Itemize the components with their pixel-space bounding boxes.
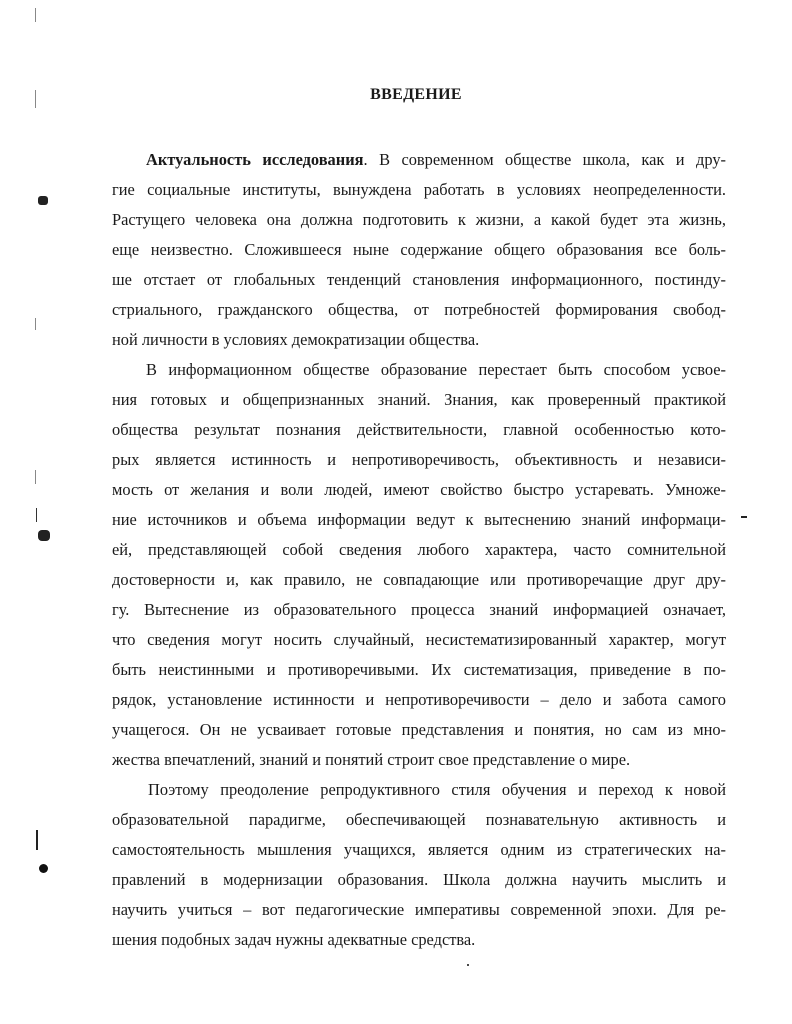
margin-tick [36,508,37,522]
text-line: рядок, установление истинности и непротиворечивости – дело и забота самого [112,690,726,709]
margin-tick [35,8,36,22]
text-line: жества впечатлений, знаний и понятий строит свое представление о мире. [112,750,631,769]
page-title: ВВЕДЕНИЕ [370,86,462,103]
text-line: Актуальность исследования. В современном обществе школа, как и дру- [146,150,726,169]
text-line: ния готовых и общепризнанных знаний. Знания, как проверенный практикой [112,390,726,409]
text-line: гие социальные институты, вынуждена работать в условиях неопределенности. [112,180,726,199]
margin-tick [36,830,38,850]
text-line: В информационном обществе образование перестает быть способом усвое- [146,360,726,379]
text-line: ной личности в условиях демократизации общества. [112,330,480,349]
text-line: что сведения могут носить случайный, несистематизированный характер, могут [112,630,726,649]
text-line: Поэтому преодоление репродуктивного стиля обучения и переход к новой [148,780,726,799]
text-line: достоверности и, как правило, не совпадающие или противоречащие друг дру- [112,570,726,589]
text-line: научить учиться – вот педагогические императивы современной эпохи. Для ре- [112,900,726,919]
text-line: ше отстает от глобальных тенденций становления информационного, постинду- [112,270,726,289]
body-text [112,145,726,955]
text-line: рых является истинность и непротиворечивость, объективность и независи- [112,450,726,469]
text-line: ей, представляющей собой сведения любого характера, часто сомнительной [112,540,726,559]
text-line: мость от желания и воли людей, имеют свойство быстро устаревать. Умноже- [112,480,726,499]
speck [467,964,469,966]
text-line: еще неизвестно. Сложившееся ныне содержание общего образования все боль- [112,240,726,259]
text-line: образовательной парадигме, обеспечивающей познавательную активность и [112,810,726,829]
punch-hole-mark [39,864,48,873]
text-line: гу. Вытеснение из образовательного процесса знаний информацией означает, [112,600,726,619]
text-line: Растущего человека она должна подготовить к жизни, а какой будет эта жизнь, [112,210,726,229]
lead-phrase: Актуальность исследования [146,150,364,169]
text-line: правлений в модернизации образования. Школа должна научить мыслить и [112,870,726,889]
punch-hole-mark [38,530,50,541]
punch-hole-mark [38,196,48,205]
margin-tick [35,318,36,330]
text-line: шения подобных задач нужны адекватные средства. [112,930,476,949]
text-line: общества результат познания действительности, главной особенностью кото- [112,420,726,439]
margin-dash [741,516,747,518]
text-line: стриального, гражданского общества, от потребностей формирования свобод- [112,300,726,319]
text-line: быть неистинными и противоречивыми. Их систематизация, приведение в по- [112,660,726,679]
text-line: ние источников и объема информации ведут к вытеснению знаний информаци- [112,510,726,529]
margin-tick [35,470,36,484]
text-line: учащегося. Он не усваивает готовые представления и понятия, но сам из мно- [112,720,726,739]
text-line: самостоятельность мышления учащихся, является одним из стратегических на- [112,840,726,859]
